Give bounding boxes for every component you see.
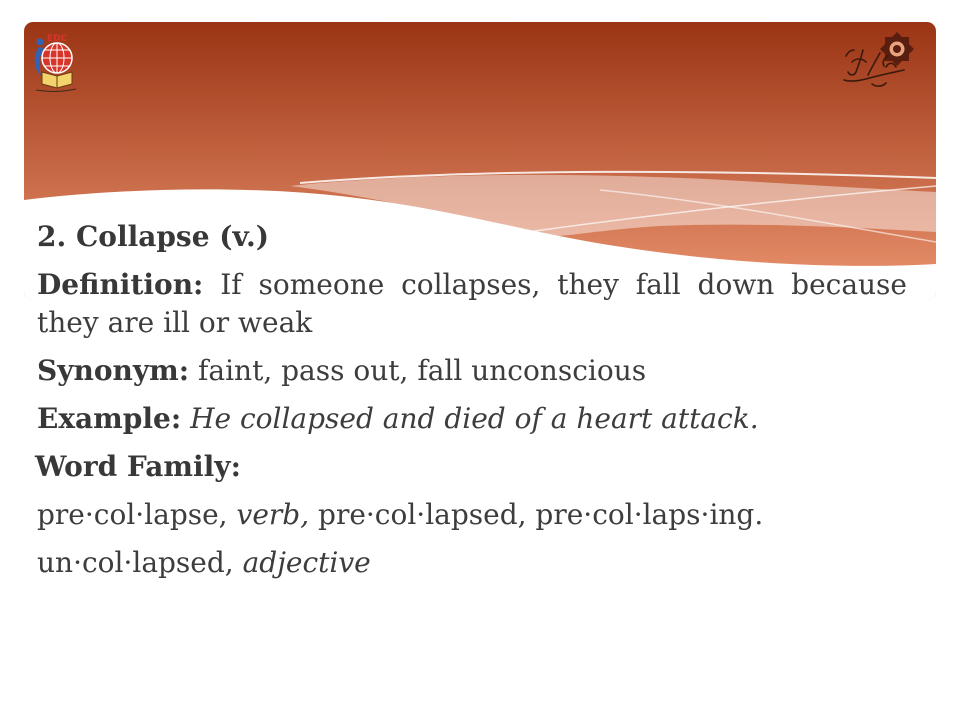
word-family-adjective-form: un·col·lapsed,: [37, 546, 234, 579]
word-family-verb-form: pre·col·lapse,: [37, 498, 228, 531]
definition: [37, 266, 907, 342]
emblem-icon: [880, 32, 914, 66]
example-label: Example:: [37, 402, 182, 435]
word-family-adjective-pos: adjective: [242, 546, 371, 579]
word-family: [35, 448, 907, 486]
word-entry: [37, 218, 907, 592]
word-family-verb-pos: verb,: [236, 498, 310, 531]
definition-text: If someone collapses, they fall down because they are ill or weak: [37, 268, 907, 339]
synonym-label: Synonym:: [37, 354, 190, 387]
example: [37, 400, 907, 438]
word-family-verb-inflections: pre·col·lapsed, pre·col·laps·ing.: [318, 498, 764, 531]
entry-heading: 2. Collapse (v.): [37, 220, 269, 253]
logo-figure-head: [37, 39, 44, 46]
definition-label: Definition:: [37, 268, 204, 301]
synonym: [37, 352, 907, 390]
word-family-label: Word Family:: [35, 450, 241, 483]
logo-lettering: EDC: [47, 34, 68, 44]
synonym-text: faint, pass out, fall unconscious: [198, 354, 647, 387]
word-family-adjective-forms: [37, 544, 907, 582]
example-text: He collapsed and died of a heart attack.: [190, 402, 759, 435]
word-family-verb-forms: [37, 496, 907, 534]
